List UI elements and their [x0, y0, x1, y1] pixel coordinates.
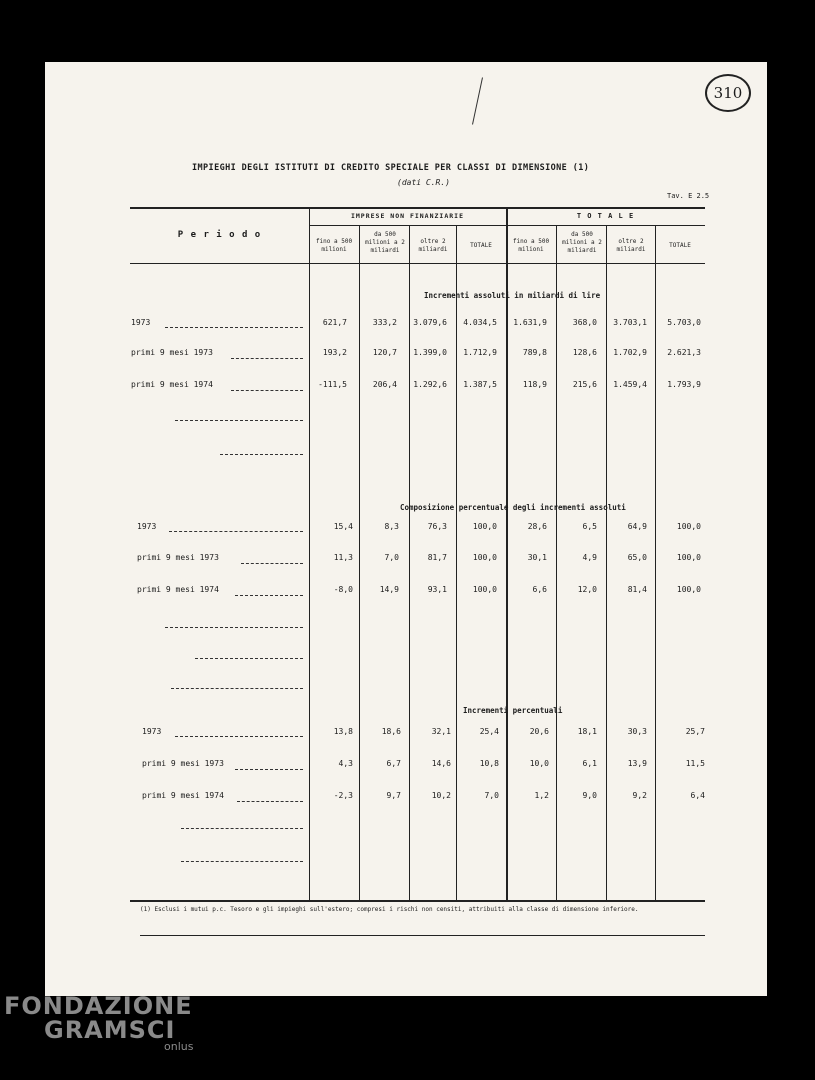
- group-header-totale: T O T A L E: [576, 212, 635, 220]
- watermark-line-1: FONDAZIONE: [4, 992, 193, 1020]
- leader-dots: [235, 769, 303, 770]
- value-cell: 1.292,6: [413, 380, 447, 389]
- value-cell: 6,7: [386, 759, 401, 768]
- row-label: 1973: [131, 318, 151, 327]
- value-cell: 28,6: [527, 522, 547, 531]
- leader-dots: [241, 563, 303, 564]
- value-cell: 368,0: [572, 318, 597, 327]
- value-cell: 3.079,6: [413, 318, 447, 327]
- page-bottom-rule: [140, 935, 705, 936]
- value-cell: 1.631,9: [513, 318, 547, 327]
- row-label: 1973: [137, 522, 157, 531]
- value-cell: 10,2: [431, 791, 451, 800]
- table-reference: Tav. E 2.5: [667, 192, 710, 200]
- leader-dots: [231, 358, 303, 359]
- table-bottom-rule: [130, 900, 705, 902]
- fondazione-gramsci-watermark: [4, 992, 193, 1053]
- value-cell: 5.703,0: [667, 318, 701, 327]
- leader-dots: [175, 420, 303, 421]
- document-page: [45, 62, 767, 996]
- leader-dots: [237, 801, 303, 802]
- value-cell: 193,2: [322, 348, 347, 357]
- row-label: primi 9 mesi 1973: [137, 553, 219, 562]
- row-label: primi 9 mesi 1973: [131, 348, 213, 357]
- col-header-500-2mld: da 500 milioni a 2 miliardi: [365, 231, 405, 254]
- pen-mark: [472, 77, 483, 124]
- value-cell: 6,5: [582, 522, 597, 531]
- footnote: (1) Esclusi i mutui p.c. Tesoro e gli impieghi sull'estero; compresi i rischi non censiti, attribuiti alla classe di dimensione inferiore.: [140, 906, 639, 913]
- leader-dots: [175, 736, 303, 737]
- value-cell: 11,3: [333, 553, 353, 562]
- document-title: IMPIEGHI DEGLI ISTITUTI DI CREDITO SPECIALE PER CLASSI DI DIMENSIONE (1): [192, 163, 590, 173]
- value-cell: 4,9: [582, 553, 597, 562]
- document-subtitle: (dati C.R.): [397, 178, 450, 187]
- leader-dots: [169, 531, 303, 532]
- value-cell: 9,0: [582, 791, 597, 800]
- leader-dots: [195, 658, 303, 659]
- watermark-line-2: GRAMSCI: [44, 1016, 176, 1044]
- value-cell: 65,0: [627, 553, 647, 562]
- section-title-composizione: Composizione percentuale degli incrementi assoluti: [400, 503, 626, 512]
- value-cell: 1,2: [534, 791, 549, 800]
- value-cell: 18,6: [381, 727, 401, 736]
- value-cell: -2,3: [333, 791, 353, 800]
- value-cell: 4,3: [338, 759, 353, 768]
- value-cell: 100,0: [472, 522, 497, 531]
- value-cell: 333,2: [372, 318, 397, 327]
- leader-dots: [220, 454, 303, 455]
- col-header-oltre-2mld: oltre 2 miliardi: [418, 238, 448, 253]
- value-cell: 1.387,5: [463, 380, 497, 389]
- value-cell: 12,0: [577, 585, 597, 594]
- leader-dots: [171, 688, 303, 689]
- value-cell: 81,4: [627, 585, 647, 594]
- group-header-imprese: IMPRESE NON FINANZIARIE: [350, 212, 464, 220]
- value-cell: 25,7: [685, 727, 705, 736]
- value-cell: 9,7: [386, 791, 401, 800]
- row-label: primi 9 mesi 1973: [142, 759, 224, 768]
- leader-dots: [181, 861, 303, 862]
- value-cell: 30,3: [627, 727, 647, 736]
- value-cell: 100,0: [676, 553, 701, 562]
- value-cell: 4.034,5: [463, 318, 497, 327]
- value-cell: 6,4: [690, 791, 705, 800]
- value-cell: 120,7: [372, 348, 397, 357]
- value-cell: 7,0: [384, 553, 399, 562]
- value-cell: 18,1: [577, 727, 597, 736]
- value-cell: 3.703,1: [613, 318, 647, 327]
- leader-dots: [231, 390, 303, 391]
- value-cell: 64,9: [627, 522, 647, 531]
- value-cell: 14,9: [379, 585, 399, 594]
- value-cell: 6,1: [582, 759, 597, 768]
- value-cell: 11,5: [685, 759, 705, 768]
- col-header-500-2mld-tot: da 500 milioni a 2 miliardi: [562, 231, 602, 254]
- period-header: P e r i o d o: [177, 230, 262, 240]
- row-label: primi 9 mesi 1974: [137, 585, 219, 594]
- value-cell: 1.793,9: [667, 380, 701, 389]
- value-cell: 789,8: [522, 348, 547, 357]
- value-cell: 1.702,9: [613, 348, 647, 357]
- leader-dots: [235, 595, 303, 596]
- value-cell: 215,6: [572, 380, 597, 389]
- value-cell: 206,4: [372, 380, 397, 389]
- value-cell: 9,2: [632, 791, 647, 800]
- leader-dots: [181, 828, 303, 829]
- value-cell: 1.459,4: [613, 380, 647, 389]
- value-cell: 30,1: [527, 553, 547, 562]
- value-cell: 118,9: [522, 380, 547, 389]
- value-cell: 100,0: [472, 585, 497, 594]
- row-label: 1973: [142, 727, 162, 736]
- value-cell: 93,1: [427, 585, 447, 594]
- value-cell: 25,4: [479, 727, 499, 736]
- value-cell: 100,0: [676, 585, 701, 594]
- col-header-oltre-2mld-tot: oltre 2 miliardi: [616, 238, 646, 253]
- value-cell: 32,1: [431, 727, 451, 736]
- leader-dots: [165, 327, 303, 328]
- value-cell: 81,7: [427, 553, 447, 562]
- value-cell: 20,6: [529, 727, 549, 736]
- value-cell: 10,8: [479, 759, 499, 768]
- section-title-incrementi-assoluti: Incrementi assoluti in miliardi di lire: [424, 291, 601, 300]
- value-cell: 8,3: [384, 522, 399, 531]
- value-cell: 1.399,0: [413, 348, 447, 357]
- value-cell: -111,5: [318, 380, 347, 389]
- table-top-rule: [130, 207, 705, 209]
- value-cell: 13,9: [627, 759, 647, 768]
- col-header-totale-tot: TOTALE: [669, 242, 691, 249]
- value-cell: 2.621,3: [667, 348, 701, 357]
- row-label: primi 9 mesi 1974: [131, 380, 213, 389]
- col-header-fino-500-tot: fino a 500 milioni: [512, 238, 550, 253]
- page-number-stamp: 310: [705, 74, 751, 112]
- row-label: primi 9 mesi 1974: [142, 791, 224, 800]
- col-header-totale: TOTALE: [470, 242, 492, 249]
- value-cell: 128,6: [572, 348, 597, 357]
- value-cell: 76,3: [427, 522, 447, 531]
- col-header-fino-500: fino a 500 milioni: [315, 238, 353, 253]
- value-cell: 100,0: [676, 522, 701, 531]
- value-cell: 15,4: [333, 522, 353, 531]
- watermark-line-3: onlus: [164, 1040, 194, 1053]
- value-cell: 6,6: [532, 585, 547, 594]
- value-cell: 1.712,9: [463, 348, 497, 357]
- value-cell: 100,0: [472, 553, 497, 562]
- value-cell: 14,6: [431, 759, 451, 768]
- leader-dots: [165, 627, 303, 628]
- value-cell: -8,0: [333, 585, 353, 594]
- header-bottom-rule: [130, 263, 705, 264]
- value-cell: 621,7: [322, 318, 347, 327]
- section-title-incrementi-percentuali: Incrementi percentuali: [463, 706, 563, 715]
- value-cell: 13,8: [333, 727, 353, 736]
- value-cell: 10,0: [529, 759, 549, 768]
- value-cell: 7,0: [484, 791, 499, 800]
